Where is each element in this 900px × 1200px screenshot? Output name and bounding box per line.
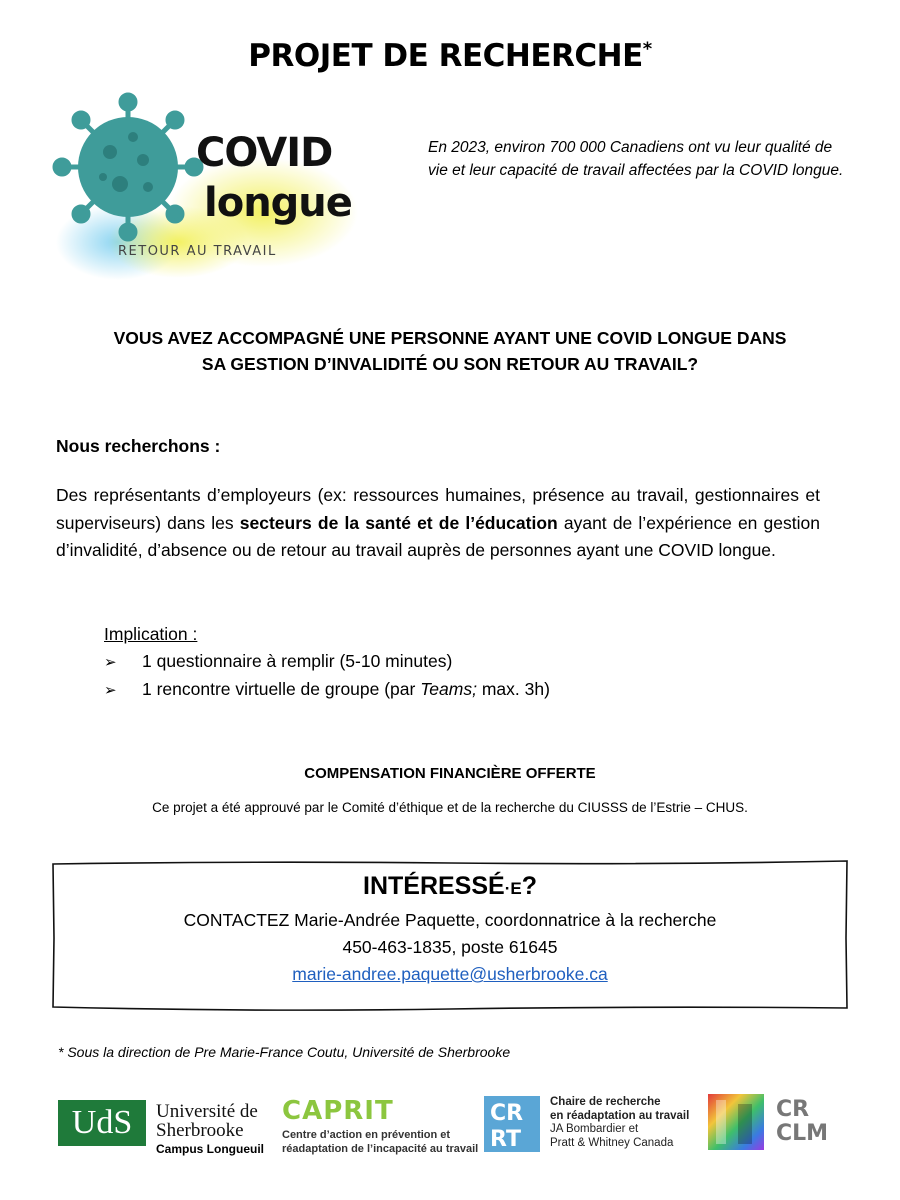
- svg-text:RT: RT: [490, 1127, 521, 1152]
- intro-text: En 2023, environ 700 000 Canadiens ont vu leur qualité de vie et leur capacité de travail affectées par la COVID longue.: [428, 139, 844, 179]
- implication-heading: Implication :: [104, 624, 198, 644]
- contact-email-link[interactable]: marie-andree.paquette@usherbrooke.ca: [292, 964, 608, 984]
- headline-line-1: VOUS AVEZ ACCOMPAGNÉ UNE PERSONNE AYANT UNE COVID LONGUE DANS: [113, 328, 787, 348]
- arrow-bullet-icon: ➢: [104, 653, 117, 671]
- compensation-note: COMPENSATION FINANCIÈRE OFFERTE: [304, 765, 596, 782]
- uds-name: Université de Sherbrooke: [156, 1101, 258, 1141]
- crclm-logo-text: CR CLM: [776, 1097, 829, 1146]
- headline-line-2: SA GESTION D’INVALIDITÉ OU SON RETOUR AU TRAVAIL?: [201, 354, 699, 374]
- title-footnote-mark: *: [642, 38, 652, 60]
- arrow-bullet-icon: ➢: [104, 681, 117, 699]
- search-heading: Nous recherchons :: [56, 436, 221, 456]
- svg-text:CR: CR: [490, 1101, 524, 1126]
- headline-question: [40, 325, 860, 377]
- list-item: ➢ 1 rencontre virtuelle de groupe (par Teams; max. 3h): [104, 679, 550, 699]
- logo-title-longue: longue: [204, 180, 352, 226]
- list-item: ➢ 1 questionnaire à remplir (5-10 minutes): [104, 651, 453, 671]
- contact-phone: 450-463-1835, poste 61645: [342, 937, 558, 957]
- uds-campus: Campus Longueuil: [156, 1142, 264, 1156]
- caprit-subtitle: Centre d’action en prévention et réadaptation de l’incapacité au travail: [282, 1129, 479, 1155]
- contact-person: CONTACTEZ Marie-Andrée Paquette, coordonnatrice à la recherche: [183, 910, 717, 930]
- uds-logo: UdS: [58, 1100, 146, 1146]
- crrt-logo: [484, 1096, 540, 1152]
- search-description: Des représentants d’employeurs (ex: ressources humaines, présence au travail, gestionnaires et superviseurs) dans les secteurs de la santé et de l’éducation ayant de l’expérience en gestion d’invalidité, d’absence ou de retour au travail auprès de personnes ayant une COVID longue.: [56, 485, 820, 560]
- logo-tagline: RETOUR AU TRAVAIL: [118, 244, 277, 259]
- footnote: * Sous la direction de Pre Marie-France Coutu, Université de Sherbrooke: [58, 1044, 511, 1060]
- page-title: PROJET DE RECHERCHE*: [248, 38, 652, 74]
- crrt-chair-name: Chaire de recherche en réadaptation au travail JA Bombardier et Pratt & Whitney Canada: [550, 1096, 690, 1149]
- ethics-approval: Ce projet a été approuvé par le Comité d’éthique et de la recherche du CIUSSS de l’Estrie – CHUS.: [152, 800, 748, 815]
- caprit-logo: CAPRIT: [282, 1096, 394, 1126]
- sectors-emphasis: secteurs de la santé et de l’éducation: [239, 512, 558, 533]
- logo-title-covid: COVID: [196, 130, 333, 176]
- contact-heading: INTÉRESSÉ·E?: [363, 872, 537, 900]
- crclm-logo-image: [708, 1094, 764, 1150]
